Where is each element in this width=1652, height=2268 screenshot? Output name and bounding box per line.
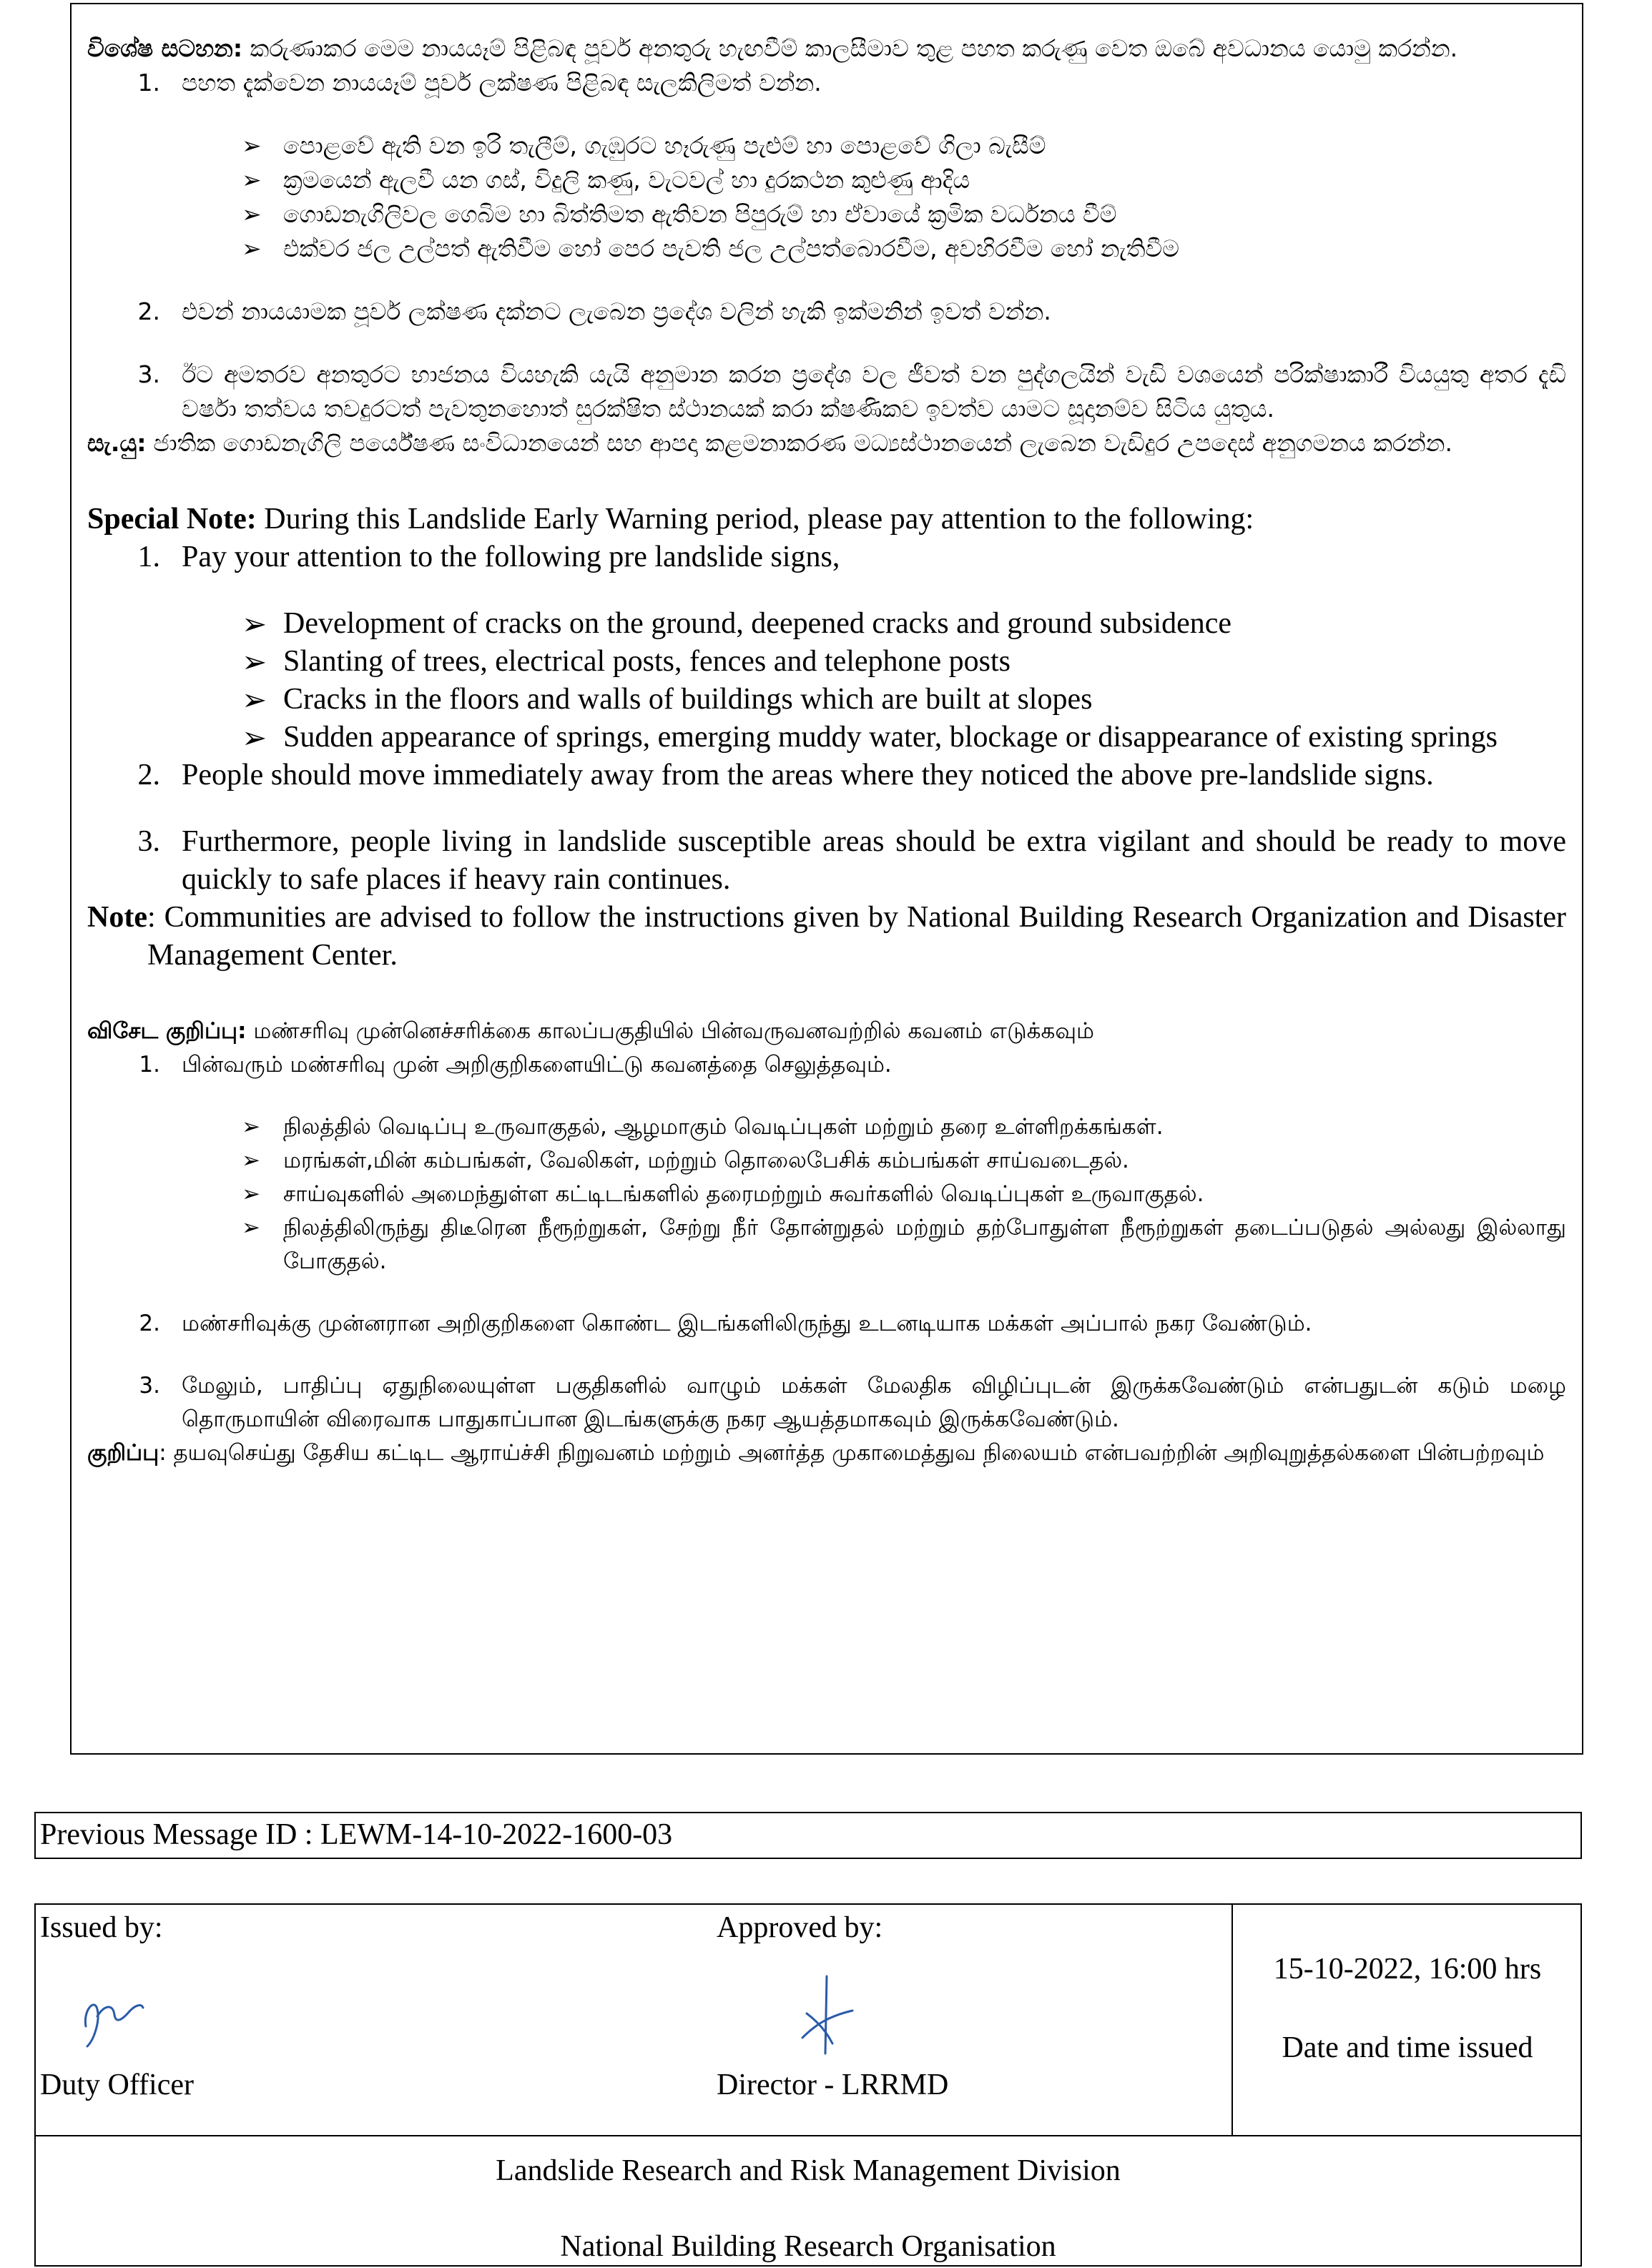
arrow-bullet-icon: ➢: [242, 132, 262, 159]
issue-table: [34, 1903, 1582, 2136]
english-note-label: Note: [87, 901, 147, 934]
approved-by-label: Approved by:: [717, 1911, 883, 1944]
issued-by-role: Duty Officer: [40, 2069, 194, 2101]
bullet-text: நிலத்திலிருந்து திடீரென நீரூற்றுகள், சேற்று நீர் தோன்றுதல் மற்றும் தற்போதுள்ள நீரூற்றுகள் தடைப்படுதல் அல்லது இல்லாது போகுதல்.: [283, 1215, 1566, 1274]
item-number: 3.: [139, 1373, 160, 1399]
english-bullet-1: [87, 605, 1566, 643]
english-item-2: [87, 756, 1566, 794]
duty-officer-signature: [73, 1973, 152, 2052]
bullet-text: ක්‍රමයෙන් ඇලවී යන ගස්, විදුලි කණු, වැටවල් හා දුරකථන කුළුණු ආදිය: [283, 166, 970, 194]
bullet-text: Cracks in the floors and walls of buildings which are built at slopes: [283, 683, 1093, 716]
datetime-cell: [1231, 1905, 1582, 2135]
item-text: Furthermore, people living in landslide susceptible areas should be extra vigilant and should be ready to move quickly to safe places if heavy rain continues.: [182, 825, 1566, 896]
english-note: [87, 899, 1566, 975]
arrow-bullet-icon: ➢: [242, 1215, 260, 1241]
sinhala-bullet-1: [87, 129, 1566, 163]
sinhala-bullet-3: [87, 197, 1566, 232]
arrow-bullet-icon: ➢: [242, 682, 267, 717]
sinhala-note: [87, 426, 1566, 460]
arrow-bullet-icon: ➢: [242, 644, 267, 679]
item-number: 1.: [137, 541, 160, 573]
sinhala-note-label: සැ.යු:: [87, 429, 147, 457]
item-text: மேலும், பாதிப்பு ஏதுநிலையுள்ள பகுதிகளில் வாழும் மக்கள் மேலதிக விழிப்புடன் இருக்கவேண்டும் என்பதுடன் கடும் மழை தொருமாயின் விரைவாக பாதுகாப்பான இடங்களுக்கு நகர ஆயத்தமாகவும் இருக்கவேண்டும்.: [182, 1373, 1566, 1432]
sinhala-bullet-4: [87, 232, 1566, 266]
item-number: 2.: [137, 759, 160, 792]
tamil-item-2: [87, 1307, 1566, 1341]
item-number: 1.: [139, 1052, 160, 1078]
previous-message-box: [34, 1812, 1582, 1859]
issued-by-cell: [36, 1905, 679, 2135]
tamil-intro-text: மண்சரிவு முன்னெச்சரிக்கை காலப்பகுதியில் பின்வருவனவற்றில் கவனம் எடுக்கவும்: [253, 1018, 1094, 1044]
arrow-bullet-icon: ➢: [242, 1114, 260, 1140]
sinhala-intro: [87, 31, 1566, 66]
sinhala-label: විශේෂ සටහන:: [87, 34, 243, 62]
item-text: පහත දැක්වෙන නායයෑම් පූර්ව ලක්ෂණ පිළිබඳ සැලකිලිමත් වන්න.: [182, 69, 822, 97]
tamil-bullet-2: [87, 1144, 1566, 1178]
arrow-bullet-icon: ➢: [242, 166, 262, 194]
bullet-text: நிலத்தில் வெடிப்பு உருவாகுதல், ஆழமாகும் வெடிப்புகள் மற்றும் தரை உள்ளிறக்கங்கள்.: [283, 1114, 1164, 1140]
approved-by-role: Director - LRRMD: [717, 2069, 949, 2101]
english-intro: [87, 501, 1566, 538]
english-item-3: [87, 823, 1566, 899]
bullet-text: ගොඩනැගිලිවල ගෙබිම හා බිත්තිමත ඇතිවන පිපුරුම් හා ඒවායේ ක්‍රමික වර්ධනය වීම්: [283, 200, 1117, 228]
item-number: 3.: [137, 825, 160, 858]
english-item-1: [87, 538, 1566, 576]
tamil-intro: [87, 1015, 1566, 1048]
tamil-bullet-4: [87, 1211, 1566, 1278]
arrow-bullet-icon: ➢: [242, 1181, 260, 1207]
item-number: 2.: [137, 297, 160, 325]
bullet-text: மரங்கள்,மின் கம்பங்கள், வேலிகள், மற்றும் தொலைபேசிக் கம்பங்கள் சாய்வடைதல்.: [283, 1148, 1129, 1173]
tamil-item-1: [87, 1048, 1566, 1082]
bullet-text: Slanting of trees, electrical posts, fences and telephone posts: [283, 645, 1011, 678]
item-number: 3.: [137, 360, 160, 388]
english-bullet-4: [87, 719, 1566, 756]
item-text: மண்சரிவுக்கு முன்னரான அறிகுறிகளை கொண்ட இடங்களிலிருந்து உடனடியாக மக்கள் அப்பால் நகர வேண்டும்.: [182, 1311, 1312, 1336]
sinhala-intro-text: කරුණාකර මෙම නායයෑම් පිළිබඳ පූර්ව අනතුරු හැඟවීම් කාලසීමාව තුළ පහත කරුණු වෙත ඔබේ අවධානය යොමු කරන්න.: [250, 34, 1458, 62]
english-section: [87, 501, 1566, 975]
english-bullet-3: [87, 681, 1566, 719]
special-note-box: [70, 3, 1583, 1755]
item-text: ඊට අමතරව අනතුරට භාජනය වියහැකි යැයි අනුමාන කරන ප්‍රදේශ වල ජීවත් වන පුද්ගලයින් වැඩි වශයෙන් පරික්ෂාකාරී වියයුතු අතර දැඩි වර්ෂා තත්වය තවදුරටත් පැවතුනහොත් සුරක්ෂිත ස්ථානයක් කරා ක්ෂණිකව ඉවත්ව යාමට සූදානම්ව සිටිය යුතුය.: [182, 360, 1566, 423]
item-number: 1.: [137, 69, 160, 97]
bullet-text: පොළවේ ඇති වන ඉරි තැලීම්, ගැඹුරට හෑරුණු පැළුම් හා පොළවේ ගිලා බැසීම්: [283, 132, 1046, 159]
item-text: Pay your attention to the following pre landslide signs,: [182, 541, 840, 573]
tamil-section: [87, 1015, 1566, 1470]
english-note-text: : Communities are advised to follow the instructions given by National Building Research Organization and Disaster Management Center.: [147, 901, 1566, 972]
english-intro-text: During this Landslide Early Warning period, please pay attention to the following:: [264, 503, 1254, 536]
sinhala-bullet-2: [87, 163, 1566, 197]
arrow-bullet-icon: ➢: [242, 200, 262, 228]
arrow-bullet-icon: ➢: [242, 235, 262, 262]
tamil-note: [87, 1436, 1566, 1470]
sinhala-section: [87, 31, 1566, 460]
approved-by-cell: [679, 1905, 1231, 2135]
footer-organisation: National Building Research Organisation: [560, 2230, 1056, 2263]
tamil-bullet-3: [87, 1178, 1566, 1211]
arrow-bullet-icon: ➢: [242, 606, 267, 641]
item-text: பின்வரும் மண்சரிவு முன் அறிகுறிகளையிட்டு கவனத்தை செலுத்தவும்.: [182, 1052, 892, 1078]
director-signature: [787, 1969, 865, 2062]
bullet-text: Development of cracks on the ground, deepened cracks and ground subsidence: [283, 607, 1232, 640]
sinhala-item-3: [87, 358, 1566, 426]
footer-division: Landslide Research and Risk Management Division: [496, 2154, 1121, 2187]
footer-box: [34, 2135, 1582, 2267]
arrow-bullet-icon: ➢: [242, 720, 267, 755]
tamil-label: விசேட குறிப்பு:: [87, 1018, 247, 1044]
tamil-note-label: குறிப்பு: [87, 1440, 159, 1466]
sinhala-item-1: [87, 66, 1566, 100]
item-number: 2.: [139, 1311, 160, 1336]
bullet-text: சாய்வுகளில் அமைந்துள்ள கட்டிடங்களில் தரைமற்றும் சுவர்களில் வெடிப்புகள் உருவாகுதல்.: [283, 1181, 1204, 1207]
bullet-text: Sudden appearance of springs, emerging muddy water, blockage or disappearance of existing springs: [283, 721, 1498, 754]
english-bullet-2: [87, 643, 1566, 681]
issue-datetime: 15-10-2022, 16:00 hrs: [1273, 1953, 1542, 1986]
tamil-note-text: : தயவுசெய்து தேசிய கட்டிட ஆராய்ச்சி நிறுவனம் மற்றும் அனர்த்த முகாமைத்துவ நிலையம் என்பவற்றின் அறிவுறுத்தல்களை பின்பற்றவும்: [159, 1440, 1545, 1466]
tamil-item-3: [87, 1369, 1566, 1436]
item-text: People should move immediately away from the areas where they noticed the above pre-landslide signs.: [182, 759, 1434, 792]
sinhala-note-text: ජාතික ගොඩනැගිලි පර්යේෂණ සංවිධානයෙන් සහ ආපදා කළමනාකරණ මධ්‍යස්ථානයෙන් ලැබෙන වැඩිදුර උපදෙස් අනුගමනය කරන්න.: [153, 429, 1452, 457]
arrow-bullet-icon: ➢: [242, 1148, 260, 1173]
issued-by-label: Issued by:: [40, 1911, 163, 1944]
issue-datetime-caption: Date and time issued: [1282, 2031, 1533, 2064]
tamil-bullet-1: [87, 1110, 1566, 1144]
item-text: එවන් නායයාමක පූර්ව ලක්ෂණ දක්නට ලැබෙන ප්‍රදේශ වලින් හැකි ඉක්මනින් ඉවත් වන්න.: [182, 297, 1051, 325]
previous-message-id: Previous Message ID : LEWM-14-10-2022-1600-03: [40, 1818, 673, 1851]
english-label: Special Note:: [87, 503, 257, 536]
bullet-text: එක්වර ජල උල්පත් ඇතිවීම හෝ පෙර පැවති ජල උල්පත්බොරවීම, අවහිරවීම හෝ නැතිවීම: [283, 235, 1179, 262]
sinhala-item-2: [87, 295, 1566, 329]
